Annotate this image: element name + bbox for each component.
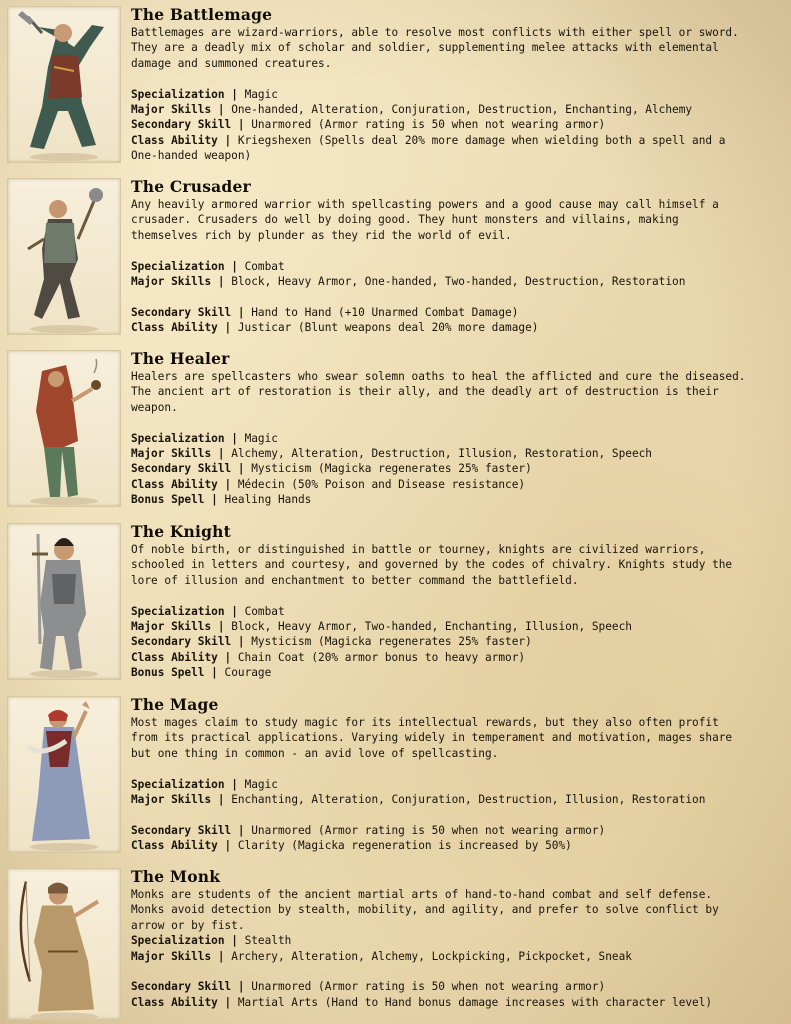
- specialization-row: Specialization | Magic: [131, 87, 278, 101]
- major-skills-row: Major Skills | Enchanting, Alteration, Conjuration, Destruction, Illusion, Restoration: [131, 793, 706, 807]
- crusader-portrait-icon: [7, 178, 121, 335]
- class-title: The Monk: [131, 867, 221, 886]
- class-title: The Knight: [131, 522, 231, 541]
- description-line: damage and summoned creatures.: [131, 56, 332, 70]
- knight-text: [131, 523, 787, 681]
- description-line: Healers are spellcasters who swear solemn oaths to heal the afflicted and cure the diseased.: [131, 370, 746, 383]
- class-title: The Mage: [131, 695, 219, 714]
- major-skills-row: Major Skills | Block, Heavy Armor, One-handed, Two-handed, Destruction, Restoration: [131, 275, 686, 289]
- class-ability-row: Class Ability | Martial Arts (Hand to Hand bonus damage increases with character level): [131, 995, 713, 1009]
- class-ability-row: Class Ability | Chain Coat (20% armor bonus to heavy armor): [131, 650, 526, 664]
- crusader-text: [131, 178, 787, 336]
- description-line: Monks are students of the ancient martial arts of hand-to-hand combat and self defense.: [131, 888, 713, 901]
- secondary-skill-row: Secondary Skill | Hand to Hand (+10 Unarmed Combat Damage): [131, 305, 519, 319]
- description-line: Of noble birth, or distinguished in battle or tourney, knights are civilized warriors,: [131, 543, 706, 556]
- description-line: Any heavily armored warrior with spellcasting powers and a good cause may call himself a: [131, 198, 719, 211]
- description-line: The ancient art of restoration is their ally, and the deadly art of destruction is their: [131, 385, 719, 399]
- mage-portrait-icon: [7, 696, 121, 853]
- description-line: Battlemages are wizard-warriors, able to resolve most conflicts with either spell or sword.: [131, 26, 739, 39]
- major-skills-row: Major Skills | Alchemy, Alteration, Destruction, Illusion, Restoration, Speech: [131, 447, 652, 461]
- class-title: The Battlemage: [131, 5, 273, 24]
- bonus-spell-row: Bonus Spell | Courage: [131, 666, 272, 680]
- knight-portrait-icon: [7, 523, 121, 680]
- bonus-spell-row: Bonus Spell | Healing Hands: [131, 493, 312, 507]
- secondary-skill-row: Secondary Skill | Mysticism (Magicka regenerates 25% faster): [131, 635, 532, 649]
- secondary-skill-row: Secondary Skill | Mysticism (Magicka regenerates 25% faster): [131, 462, 532, 476]
- mage-text: [131, 696, 787, 854]
- class-ability-row: Class Ability | Justicar (Blunt weapons deal 20% more damage): [131, 321, 539, 335]
- class-ability-row: Class Ability | Médecin (50% Poison and Disease resistance): [131, 477, 526, 491]
- description-line: They are a deadly mix of scholar and soldier, supplementing melee attacks with elemental: [131, 41, 719, 55]
- major-skills-row: Major Skills | Block, Heavy Armor, Two-handed, Enchanting, Illusion, Speech: [131, 620, 632, 634]
- class-title: The Crusader: [131, 177, 251, 196]
- description-line: Most mages claim to study magic for its intellectual rewards, but they also often profit: [131, 716, 719, 729]
- description-line: but one thing in common - an avid love of spellcasting.: [131, 746, 499, 760]
- battlemage-portrait-icon: [7, 6, 121, 163]
- description-line: Monks avoid detection by stealth, mobility, and agility, and prefer to solve conflict by: [131, 903, 719, 917]
- specialization-row: Specialization | Magic: [131, 777, 278, 791]
- battlemage-text: [131, 6, 787, 164]
- description-line: arrow or by fist.: [131, 918, 245, 932]
- specialization-row: Specialization | Combat: [131, 259, 285, 273]
- major-skills-row: Major Skills | One-handed, Alteration, Conjuration, Destruction, Enchanting, Alchemy: [131, 103, 693, 117]
- description-line: lore of illusion and enchantment to better command the battlefield.: [131, 573, 579, 587]
- class-title: The Healer: [131, 349, 230, 368]
- class-ability-continued: One-handed weapon): [131, 149, 252, 163]
- description-line: weapon.: [131, 400, 178, 414]
- secondary-skill-row: Secondary Skill | Unarmored (Armor rating is 50 when not wearing armor): [131, 118, 606, 132]
- description-line: crusader. Crusaders do well by doing good. They hunt monsters and villains, making: [131, 213, 679, 227]
- healer-portrait-icon: [7, 350, 121, 507]
- healer-text: [131, 350, 787, 508]
- specialization-row: Specialization | Stealth: [131, 934, 292, 948]
- secondary-skill-row: Secondary Skill | Unarmored (Armor rating is 50 when not wearing armor): [131, 823, 606, 837]
- class-ability-row: Class Ability | Clarity (Magicka regeneration is increased by 50%): [131, 839, 572, 853]
- secondary-skill-row: Secondary Skill | Unarmored (Armor rating is 50 when not wearing armor): [131, 980, 606, 994]
- description-line: themselves rich by plunder as they rid the world of evil.: [131, 228, 512, 242]
- specialization-row: Specialization | Combat: [131, 604, 285, 618]
- description-line: schooled in letters and courtesy, and governed by the codes of chivalry. Knights study the: [131, 558, 733, 572]
- specialization-row: Specialization | Magic: [131, 431, 278, 445]
- description-line: from its practical applications. Varying widely in temperament and motivation, mages share: [131, 731, 733, 745]
- major-skills-row: Major Skills | Archery, Alteration, Alchemy, Lockpicking, Pickpocket, Sneak: [131, 949, 632, 963]
- monk-text: [131, 868, 787, 1010]
- monk-portrait-icon: [7, 868, 121, 1020]
- class-ability-row: Class Ability | Kriegshexen (Spells deal 20% more damage when wielding both a spell and a: [131, 133, 726, 147]
